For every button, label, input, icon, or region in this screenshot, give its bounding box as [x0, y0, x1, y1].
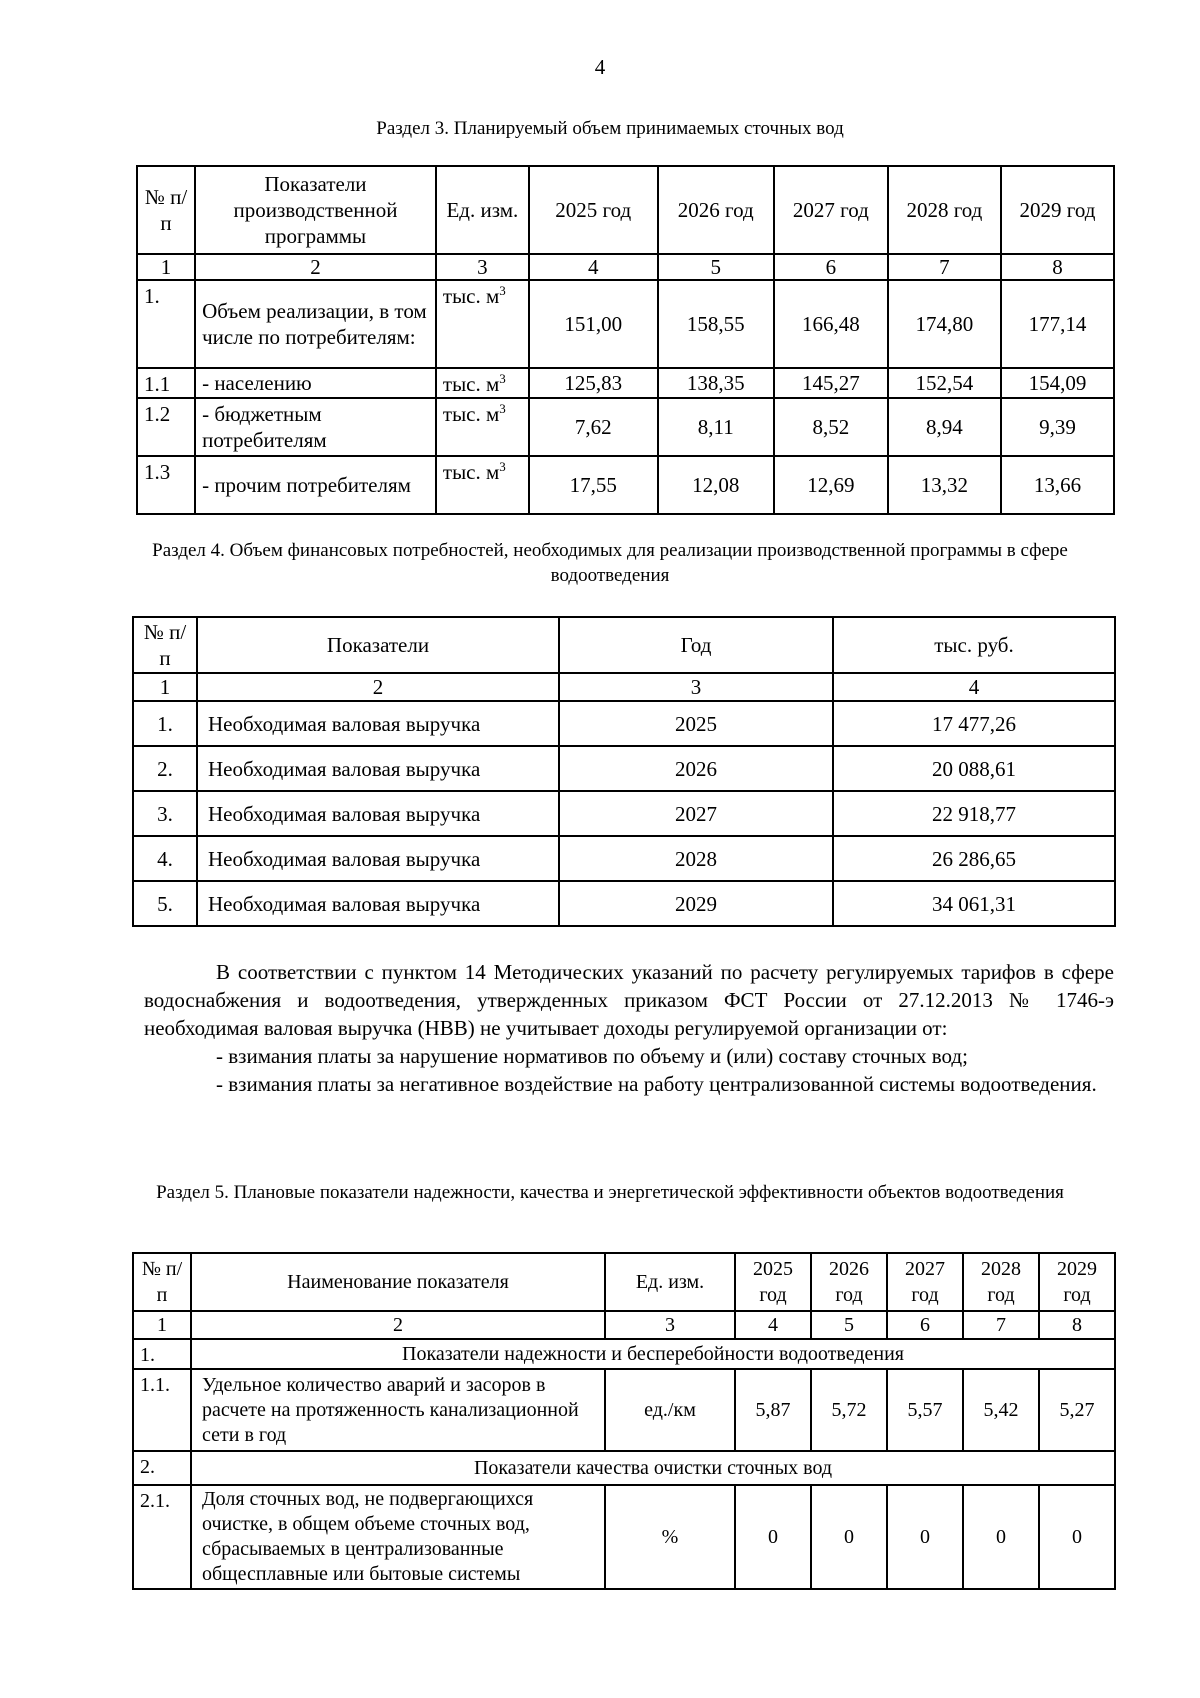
header-cell: Показатели: [197, 617, 559, 673]
row-name: - бюджетным потребителям: [195, 398, 436, 456]
header-cell: тыс. руб.: [833, 617, 1115, 673]
table-header-row: [137, 166, 1114, 254]
row-number: 2.: [133, 746, 197, 791]
value-cell: 9,39: [1001, 398, 1114, 456]
table-row: [133, 1485, 1115, 1589]
table-row: [137, 368, 1114, 398]
section3-title: Раздел 3. Планируемый объем принимаемых сточных вод: [376, 118, 844, 139]
col-number: 7: [888, 254, 1001, 280]
table-row: [133, 746, 1115, 791]
group-number: 2.: [133, 1451, 191, 1485]
table-header-row: [133, 617, 1115, 673]
section4-table: [132, 616, 1116, 927]
col-number: 6: [774, 254, 888, 280]
header-cell: 2026 год: [811, 1253, 887, 1311]
table-row: [133, 836, 1115, 881]
value-cell: 158,55: [658, 280, 774, 368]
header-cell: № п/п: [137, 166, 195, 254]
value-cell: 138,35: [658, 368, 774, 398]
section5-title: Раздел 5. Плановые показатели надежности, качества и энергетической эффективности объектов водоотведения: [156, 1182, 1064, 1203]
row-number: 1.1: [137, 368, 195, 398]
year-cell: 2025: [559, 701, 833, 746]
col-number: 3: [559, 673, 833, 701]
row-name: Объем реализации, в том числе по потребителям:: [195, 280, 436, 368]
value-cell: 151,00: [529, 280, 658, 368]
row-number: 1.1.: [133, 1369, 191, 1451]
col-number: 3: [605, 1311, 735, 1339]
table-row: [133, 791, 1115, 836]
col-number: 6: [887, 1311, 963, 1339]
unit-exp: 3: [499, 283, 506, 298]
unit-cell: %: [605, 1485, 735, 1589]
row-name: Необходимая валовая выручка: [197, 701, 559, 746]
header-cell: 2027 год: [887, 1253, 963, 1311]
value-cell: 5,57: [887, 1369, 963, 1451]
unit-base: тыс. м: [442, 372, 500, 396]
unit-cell: [436, 368, 529, 398]
value-cell: 8,94: [888, 398, 1001, 456]
year-cell: 2028: [559, 836, 833, 881]
group-title: Показатели надежности и бесперебойности водоотведения: [191, 1339, 1115, 1369]
amount-cell: 34 061,31: [833, 881, 1115, 926]
value-cell: 13,66: [1001, 456, 1114, 514]
column-number-row: [133, 673, 1115, 701]
row-number: 5.: [133, 881, 197, 926]
year-cell: 2029: [559, 881, 833, 926]
unit-cell: ед./км: [605, 1369, 735, 1451]
value-cell: 8,11: [658, 398, 774, 456]
value-cell: 0: [963, 1485, 1039, 1589]
row-name: Необходимая валовая выручка: [197, 791, 559, 836]
table-row: [133, 881, 1115, 926]
header-cell: Наименование показателя: [191, 1253, 605, 1311]
header-cell: Ед. изм.: [436, 166, 529, 254]
row-number: 1.2: [137, 398, 195, 456]
col-number: 3: [436, 254, 529, 280]
value-cell: 154,09: [1001, 368, 1114, 398]
header-cell: Показатели производственной программы: [195, 166, 436, 254]
col-number: 4: [735, 1311, 811, 1339]
col-number: 7: [963, 1311, 1039, 1339]
unit-exp: 3: [499, 371, 506, 386]
row-number: 3.: [133, 791, 197, 836]
table-row: [137, 280, 1114, 368]
value-cell: 5,42: [963, 1369, 1039, 1451]
section5-table: [132, 1252, 1116, 1590]
header-cell: 2029 год: [1039, 1253, 1115, 1311]
row-number: 1.3: [137, 456, 195, 514]
row-name: - населению: [195, 368, 436, 398]
header-cell: № п/п: [133, 1253, 191, 1311]
row-number: 4.: [133, 836, 197, 881]
table-row: [137, 456, 1114, 514]
amount-cell: 17 477,26: [833, 701, 1115, 746]
value-cell: 0: [887, 1485, 963, 1589]
body-bullet: - взимания платы за нарушение нормативов по объему и (или) составу сточных вод;: [216, 1044, 968, 1068]
col-number: 4: [833, 673, 1115, 701]
value-cell: 12,08: [658, 456, 774, 514]
header-cell: 2027 год: [774, 166, 888, 254]
group-number: 1.: [133, 1339, 191, 1369]
value-cell: 0: [735, 1485, 811, 1589]
amount-cell: 26 286,65: [833, 836, 1115, 881]
value-cell: 8,52: [774, 398, 888, 456]
section3-table: [136, 165, 1115, 515]
value-cell: 17,55: [529, 456, 658, 514]
unit-base: тыс. м: [442, 284, 500, 308]
col-number: 2: [191, 1311, 605, 1339]
value-cell: 166,48: [774, 280, 888, 368]
amount-cell: 22 918,77: [833, 791, 1115, 836]
col-number: 2: [195, 254, 436, 280]
header-cell: Год: [559, 617, 833, 673]
col-number: 1: [133, 673, 197, 701]
col-number: 4: [529, 254, 658, 280]
unit-cell: [436, 398, 529, 456]
page-number: 4: [594, 55, 606, 79]
header-cell: № п/п: [133, 617, 197, 673]
row-name: Удельное количество аварий и засоров в расчете на протяженность канализационной сети в год: [191, 1369, 605, 1451]
value-cell: 5,87: [735, 1369, 811, 1451]
unit-exp: 3: [499, 401, 506, 416]
body-bullet: - взимания платы за негативное воздействие на работу централизованной системы водоотведения.: [216, 1072, 1097, 1096]
col-number: 8: [1039, 1311, 1115, 1339]
header-cell: 2028 год: [888, 166, 1001, 254]
value-cell: 0: [1039, 1485, 1115, 1589]
body-paragraph: В соответствии с пунктом 14 Методических указаний по расчету регулируемых тарифов в сфере водоснабжения и водоотведения, утвержденных приказом ФСТ России от 27.12.2013 № 1746-э необходимая валовая выручка (НВВ) не учитывает доходы регулируемой организации от:: [144, 960, 1114, 1040]
row-name: Доля сточных вод, не подвергающихся очистке, в общем объеме сточных вод, сбрасываемых в централизованные общесплавные или бытовые системы: [191, 1485, 605, 1589]
row-number: 2.1.: [133, 1485, 191, 1589]
amount-cell: 20 088,61: [833, 746, 1115, 791]
value-cell: 7,62: [529, 398, 658, 456]
unit-base: тыс. м: [442, 460, 500, 484]
unit-exp: 3: [499, 459, 506, 474]
column-number-row: [133, 1311, 1115, 1339]
value-cell: 152,54: [888, 368, 1001, 398]
value-cell: 13,32: [888, 456, 1001, 514]
unit-base: тыс. м: [442, 402, 500, 426]
group-row: [133, 1451, 1115, 1485]
value-cell: 5,27: [1039, 1369, 1115, 1451]
header-cell: 2026 год: [658, 166, 774, 254]
header-cell: 2025 год: [529, 166, 658, 254]
value-cell: 174,80: [888, 280, 1001, 368]
year-cell: 2027: [559, 791, 833, 836]
row-number: 1.: [133, 701, 197, 746]
unit-cell: [436, 280, 529, 368]
value-cell: 145,27: [774, 368, 888, 398]
value-cell: 5,72: [811, 1369, 887, 1451]
col-number: 1: [133, 1311, 191, 1339]
col-number: 8: [1001, 254, 1114, 280]
value-cell: 125,83: [529, 368, 658, 398]
row-name: Необходимая валовая выручка: [197, 836, 559, 881]
row-name: Необходимая валовая выручка: [197, 746, 559, 791]
row-number: 1.: [137, 280, 195, 368]
table-header-row: [133, 1253, 1115, 1311]
header-cell: 2028 год: [963, 1253, 1039, 1311]
value-cell: 177,14: [1001, 280, 1114, 368]
year-cell: 2026: [559, 746, 833, 791]
header-cell: 2029 год: [1001, 166, 1114, 254]
col-number: 1: [137, 254, 195, 280]
table-row: [137, 398, 1114, 456]
table-row: [133, 1369, 1115, 1451]
value-cell: 0: [811, 1485, 887, 1589]
body-text: [144, 958, 1114, 1098]
header-cell: Ед. изм.: [605, 1253, 735, 1311]
row-name: - прочим потребителям: [195, 456, 436, 514]
row-name: Необходимая валовая выручка: [197, 881, 559, 926]
col-number: 2: [197, 673, 559, 701]
group-row: [133, 1339, 1115, 1369]
col-number: 5: [811, 1311, 887, 1339]
unit-cell: [436, 456, 529, 514]
value-cell: 12,69: [774, 456, 888, 514]
section4-title: Раздел 4. Объем финансовых потребностей, необходимых для реализации производственной программы в сфере водоотведения: [152, 540, 1068, 586]
table-row: [133, 701, 1115, 746]
column-number-row: [137, 254, 1114, 280]
group-title: Показатели качества очистки сточных вод: [191, 1451, 1115, 1485]
col-number: 5: [658, 254, 774, 280]
header-cell: 2025 год: [735, 1253, 811, 1311]
